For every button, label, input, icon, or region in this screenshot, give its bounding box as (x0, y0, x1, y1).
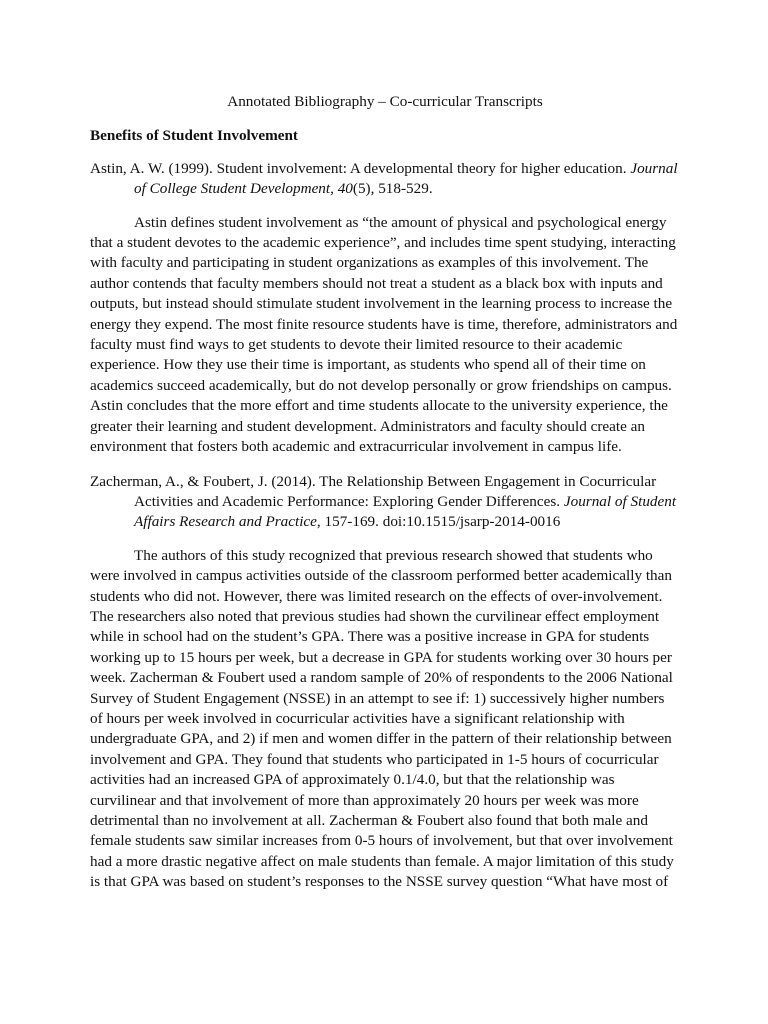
document-title: Annotated Bibliography – Co-curricular Transcripts (227, 93, 543, 110)
citation-text: Astin, A. W. (1999). Student involvement: A developmental theory for higher education. (90, 159, 631, 177)
annotation-zacherman: The authors of this study recognized that previous research showed that students who were involved in campus activities outside of the classroom performed better academically than students who did not. However, there was limited research on the effects of over-involvement. The researchers also noted that previous studies had shown the curvilinear effect employment while in school had on the student’s GPA. There was a positive increase in GPA for students working up to 15 hours per week, but a decrease in GPA for students working over 30 hours per week. Zacherman & Foubert used a random sample of 20% of respondents to the 2006 National Survey of Student Engagement (NSSE) in an attempt to see if: 1) successively higher numbers of hours per week involved in cocurricular activities have a significant relationship with undergraduate GPA, and 2) if men and women differ in the pattern of their relationship between involvement and GPA. They found that students who participated in 1-5 hours of cocurricular activities had an increased GPA of approximately 0.1/4.0, but that the relationship was curvilinear and that involvement of more than approximately 20 hours per week was more detrimental than no involvement at all. Zacherman & Foubert also found that both male and female students saw similar increases from 0-5 hours of involvement, but that over involvement had a more drastic negative affect on male students than female. A major limitation of this study is that GPA was based on student’s responses to the NSSE survey question “What have most of (90, 546, 674, 891)
citation-zacherman (90, 472, 680, 533)
citation-journal: Journal of Student Affairs Research and Practice (134, 492, 677, 531)
citation-issue-pages: , 157-169. doi:10.1515/jsarp-2014-0016 (316, 513, 561, 531)
citation-text: Zacherman, A., & Foubert, J. (2014). The Relationship Between Engagement in Cocurricular Activities and Academic Performance: Exploring Gender Differences. (90, 472, 657, 510)
section-heading: Benefits of Student Involvement (90, 127, 298, 145)
document-body (90, 92, 680, 907)
citation-astin (90, 159, 680, 200)
citation-issue-pages: (5), 518-529. (352, 180, 433, 198)
citation-journal: Journal of College Student Development, 40 (134, 159, 678, 198)
annotation-astin: Astin defines student involvement as “the amount of physical and psychological energy that a student devotes to the academic experience”, and includes time spent studying, interacting with faculty and participating in student organizations as examples of this involvement. The author contends that faculty members should not treat a student as a black box with inputs and outputs, but instead should stimulate student involvement in the learning process to increase the energy they expend. The most finite resource students have is time, therefore, administrators and faculty must find ways to get students to devote their limited resource to their academic experience. How they use their time is important, as students who spend all of their time on academics succeed academically, but do not develop personally or grow friendships on campus. Astin concludes that the more effort and time students allocate to the university experience, the greater their learning and student development. Administrators and faculty should create an environment that fosters both academic and extracurricular involvement in campus life. (90, 213, 678, 456)
